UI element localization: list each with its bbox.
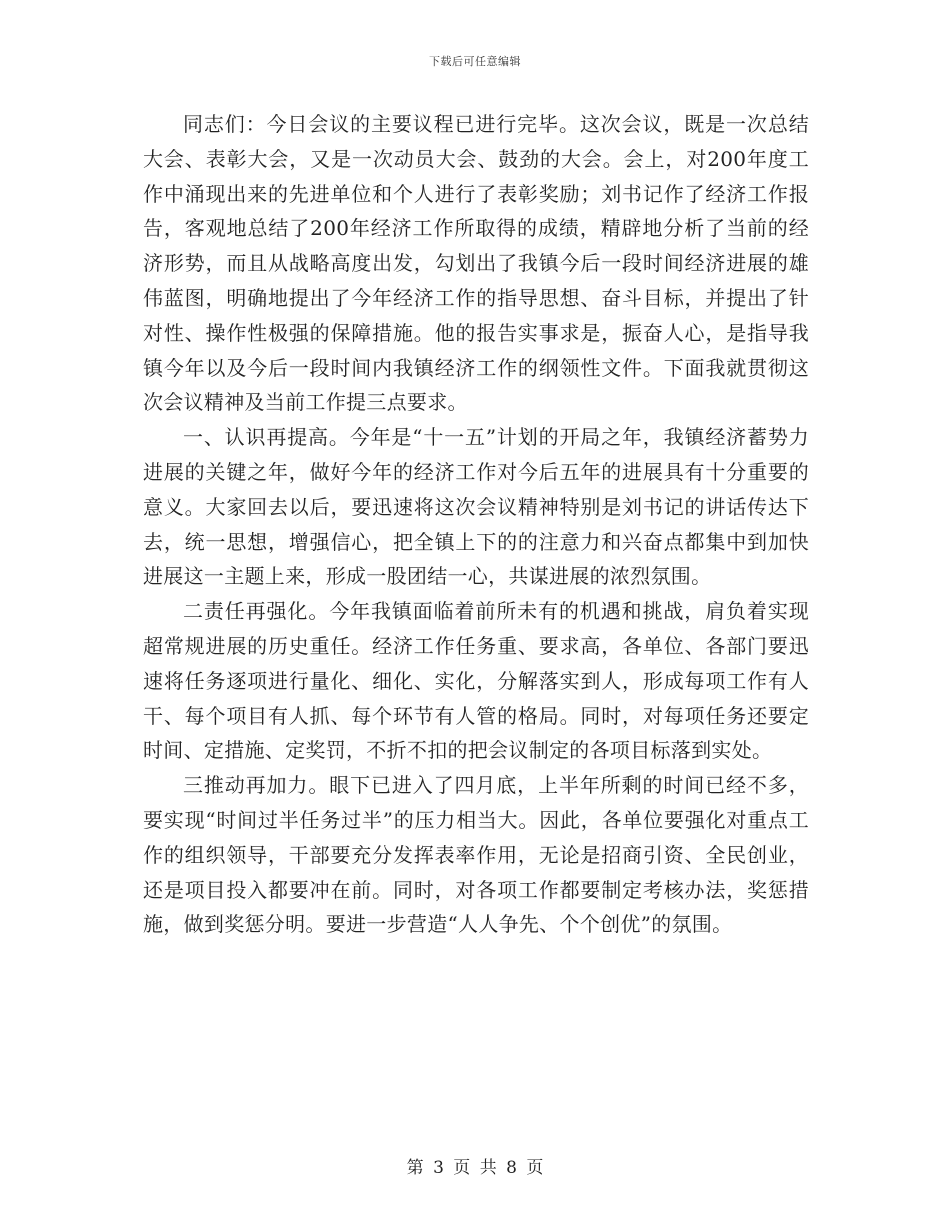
paragraph-point-one: 一、认识再提高。今年是“十一五”计划的开局之年，我镇经济蓄势力进展的关键之年，做好今年的经济工作对今后五年的进展具有十分重要的意义。大家回去以后，要迅速将这次会议精神特别是刘书记的讲话传达下去，统一思想，增强信心，把全镇上下的的注意力和兴奋点都集中到加快进展这一主题上来，形成一股团结一心，共谋进展的浓烈氛围。	[143, 425, 809, 589]
page-number-footer: 第 3 页 共 8 页	[406, 1158, 544, 1178]
paragraph-intro: 同志们：今日会议的主要议程已进行完毕。这次会议，既是一次总结大会、表彰大会，又是一次动员大会、鼓劲的大会。会上，对200年度工作中涌现出来的先进单位和个人进行了表彰奖励；刘书记作了经济工作报告，客观地总结了200年经济工作所取得的成绩，精辟地分析了当前的经济形势，而且从战略高度出发，勾划出了我镇今后一段时间经济进展的雄伟蓝图，明确地提出了今年经济工作的指导思想、奋斗目标，并提出了针对性、操作性极强的保障措施。他的报告实事求是，振奋人心，是指导我镇今年以及今后一段时间内我镇经济工作的纲领性文件。下面我就贯彻这次会议精神及当前工作提三点要求。	[143, 112, 809, 415]
paragraph-point-two: 二责任再强化。今年我镇面临着前所未有的机遇和挑战，肩负着实现超常规进展的历史重任。经济工作任务重、要求高，各单位、各部门要迅速将任务逐项进行量化、细化、实化，分解落实到人，形成每项工作有人干、每个项目有人抓、每个环节有人管的格局。同时，对每项任务还要定时间、定措施、定奖罚，不折不扣的把会议制定的各项目标落到实处。	[143, 599, 809, 763]
paragraph-point-three: 三推动再加力。眼下已进入了四月底，上半年所剩的时间已经不多，要实现“时间过半任务过半”的压力相当大。因此，各单位要强化对重点工作的组织领导，干部要充分发挥表率作用，无论是招商引资、全民创业，还是项目投入都要冲在前。同时，对各项工作都要制定考核办法，奖惩措施，做到奖惩分明。要进一步营造“人人争先、个个创优”的氛围。	[143, 773, 809, 937]
document-body	[143, 107, 809, 942]
page-header: 下载后可任意编辑	[429, 55, 521, 68]
